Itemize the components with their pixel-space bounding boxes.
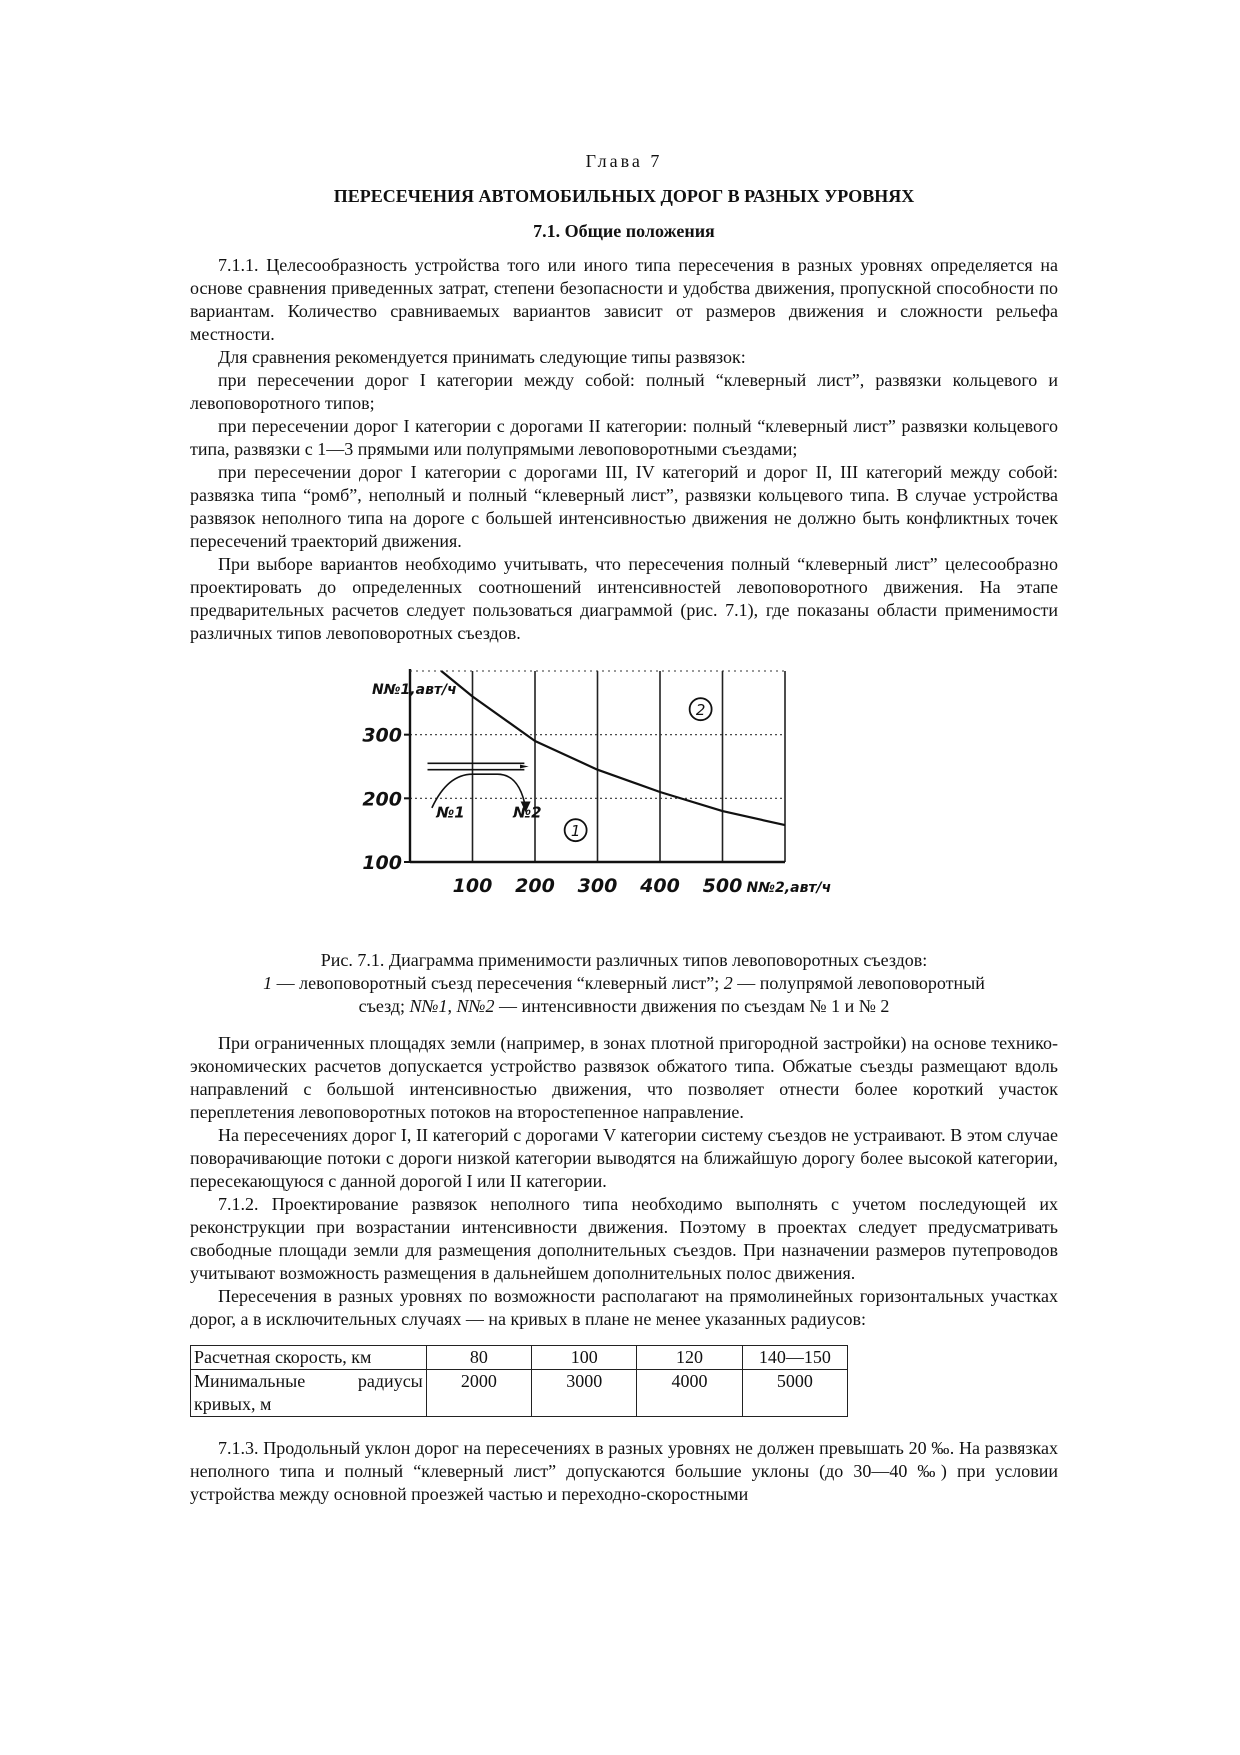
y-tick-label: 200 [362,788,402,811]
region-label: 2 [695,701,706,720]
caption-n1: N№1 [409,996,448,1016]
table-cell: 140—150 [742,1346,847,1370]
x-tick-label: 100 [452,875,493,897]
table-cell: 3000 [532,1370,637,1417]
region-label: 1 [570,822,581,841]
inset-label: №1 [436,803,465,822]
table-cell: 100 [532,1346,637,1370]
table-cell: Минимальные радиусы кривых, м [191,1370,427,1417]
inset-label: №2 [513,803,542,822]
applicability-chart [362,669,880,931]
table-cell: 5000 [742,1370,847,1417]
table-cell: Расчетная скорость, км [191,1346,427,1370]
paragraph: 7.1.3. Продольный уклон дорог на пересечениях в разных уровнях не должен превышать 20 ‰. На развязках неполного типа и полный “клеверный лист” допускаются большие уклоны (до 30—40 ‰) при условии устройства между основной проезжей частью и переходно-скоростными [190,1438,1058,1504]
top-text [190,254,1058,645]
y-tick-label: 100 [362,852,402,874]
paragraph: 7.1.2. Проектирование развязок неполного типа необходимо выполнять с учетом последующей их реконструкции при возрастании интенсивности движения. Поэтому в проектах следует предусматривать свободные площади земли для размещения дополнительных съездов. При назначении размеров путепроводов учитывают возможность размещения в дальнейшем дополнительных полос движения. [190,1194,1058,1283]
table-cell: 80 [426,1346,531,1370]
caption-line-1: Рис. 7.1. Диаграмма применимости различных типов левоповоротных съездов: [320,950,928,970]
caption-n2: N№2 [456,996,495,1016]
y-tick-label: 300 [362,724,402,747]
x-tick-label: 200 [515,875,555,897]
caption-num-1: 1 [263,973,273,993]
table-row [191,1346,848,1370]
paragraph: при пересечении дорог I категории с дорогами II категории: полный “клеверный лист” развязки кольцевого типа, развязки с 1—3 прямыми или полупрямыми левоповоротными съездами; [190,416,1058,459]
boundary-curve [441,671,785,825]
figure-caption [190,949,1058,1018]
document-page [190,145,1058,1506]
chapter-title: ПЕРЕСЕЧЕНИЯ АВТОМОБИЛЬНЫХ ДОРОГ В РАЗНЫХ УРОВНЯХ [333,186,915,206]
caption-text-2: — полупрямой левоповоротный [732,973,985,993]
y-axis-label: N№1,авт/ч [372,682,457,698]
x-tick-label: 300 [577,875,618,897]
caption-line-2 [190,972,1058,995]
paragraph: При ограниченных площадях земли (например, в зонах плотной пригородной застройки) на основе технико-экономических расчетов допускается устройство развязок обжатого типа. Обжатые съезды размещают вдоль направлений с большой интенсивностью движения, что позволяет отнести более короткий участок переплетения левоповоротных потоков на второстепенное направление. [190,1033,1058,1122]
caption-pre: съезд; [358,996,410,1016]
table-cell: 4000 [637,1370,742,1417]
paragraph: при пересечении дорог I категории с дорогами III, IV категорий и дорог II, III категорий между собой: развязка типа “ромб”, неполный и полный “клеверный лист”, развязки кольцевого типа. В случае устройства развязок неполного типа на дороге с большей интенсивностью движения не должно быть конфликтных точек пересечений траекторий движения. [190,462,1058,551]
section-title: 7.1. Общие положения [533,221,715,241]
caption-line-3 [190,995,1058,1018]
caption-post: — интенсивности движения по съездам № 1 и № 2 [494,996,890,1016]
table-cell: 120 [637,1346,742,1370]
caption-sep: , [447,996,457,1016]
table-row [191,1370,848,1417]
inset-arrow-head [520,765,529,769]
chapter-label: Глава 7 [585,151,663,171]
caption-text-1: — левоповоротный съезд пересечения “клеверный лист”; [272,973,724,993]
caption-num-2: 2 [723,973,733,993]
paragraph: Для сравнения рекомендуется принимать следующие типы развязок: [218,347,746,367]
bottom-text [190,1032,1058,1331]
paragraph: 7.1.1. Целесообразность устройства того или иного типа пересечения в разных уровнях определяется на основе сравнения приведенных затрат, степени безопасности и удобства движения, пропускной способности по вариантам. Количество сравниваемых вариантов зависит от размеров движения и сложности рельефа местности. [190,255,1058,344]
table-cell: 2000 [426,1370,531,1417]
radius-table [190,1345,848,1417]
x-axis-label: N№2,авт/ч [746,880,832,896]
x-tick-label: 400 [640,875,680,897]
x-tick-label: 500 [702,875,743,897]
paragraph: при пересечении дорог I категории между собой: полный “клеверный лист”, развязки кольцевого и левоповоротного типов; [190,370,1058,413]
figure-7-1 [190,669,1058,931]
paragraph: При выборе вариантов необходимо учитывать, что пересечения полный “клеверный лист” целесообразно проектировать до определенных соотношений интенсивностей левоповоротного движения. На этапе предварительных расчетов следует пользоваться диаграммой (рис. 7.1), где показаны области применимости различных типов левоповоротных съездов. [190,554,1058,643]
paragraph: На пересечениях дорог I, II категорий с дорогами V категории систему съездов не устраивают. В этом случае поворачивающие потоки с дороги низкой категории выводятся на ближайшую дорогу более высокой категории, пересекающуюся с данной дорогой I или II категории. [190,1125,1058,1191]
paragraph: Пересечения в разных уровнях по возможности располагают на прямолинейных горизонтальных участках дорог, а в исключительных случаях — на кривых в плане не менее указанных радиусов: [190,1286,1058,1329]
